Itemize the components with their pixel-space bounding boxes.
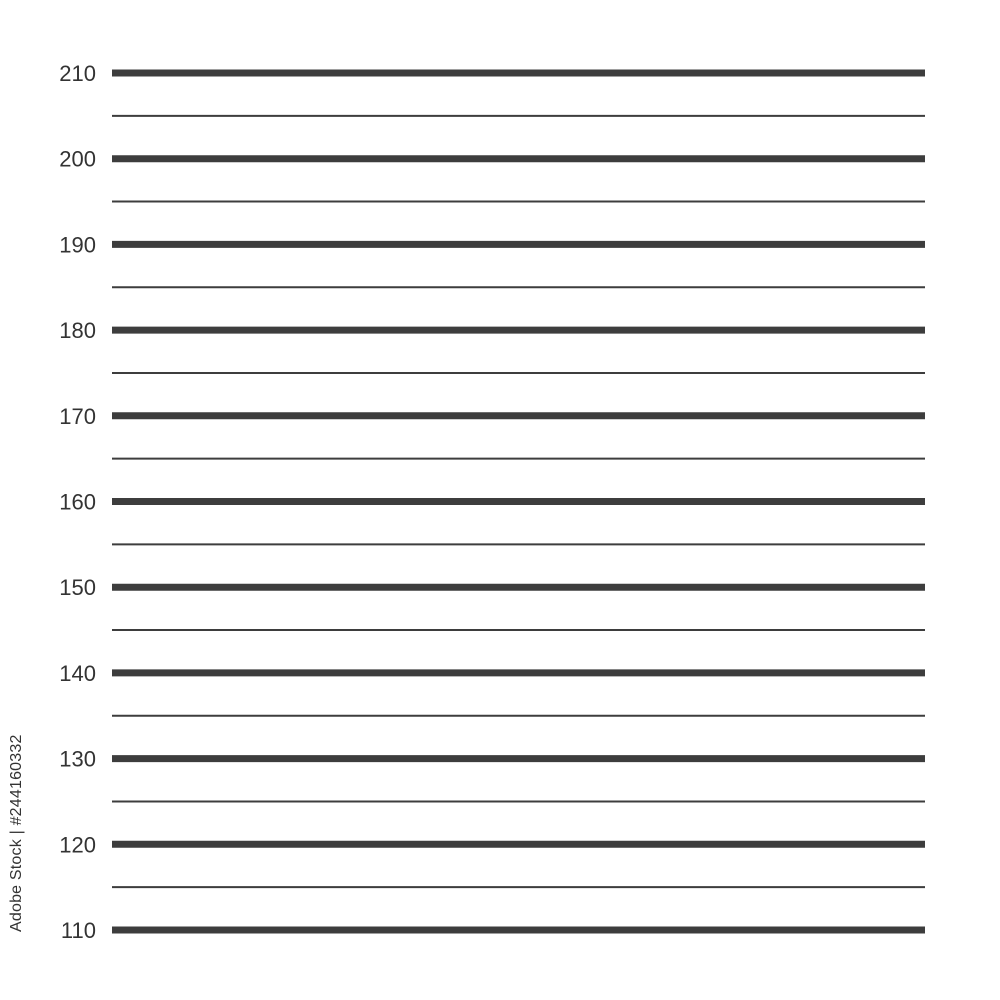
height-label-120: 120 xyxy=(59,832,96,858)
height-label-130: 130 xyxy=(59,746,96,772)
height-label-210: 210 xyxy=(59,61,96,86)
height-label-190: 190 xyxy=(59,232,96,258)
height-label-150: 150 xyxy=(59,575,96,601)
height-label-110: 110 xyxy=(60,918,96,943)
height-label-170: 170 xyxy=(59,403,96,429)
height-label-140: 140 xyxy=(59,660,96,686)
height-label-160: 160 xyxy=(59,489,96,515)
height-label-200: 200 xyxy=(59,146,96,172)
stock-watermark: Adobe Stock | #244160332 xyxy=(8,734,25,932)
height-label-180: 180 xyxy=(59,318,96,344)
